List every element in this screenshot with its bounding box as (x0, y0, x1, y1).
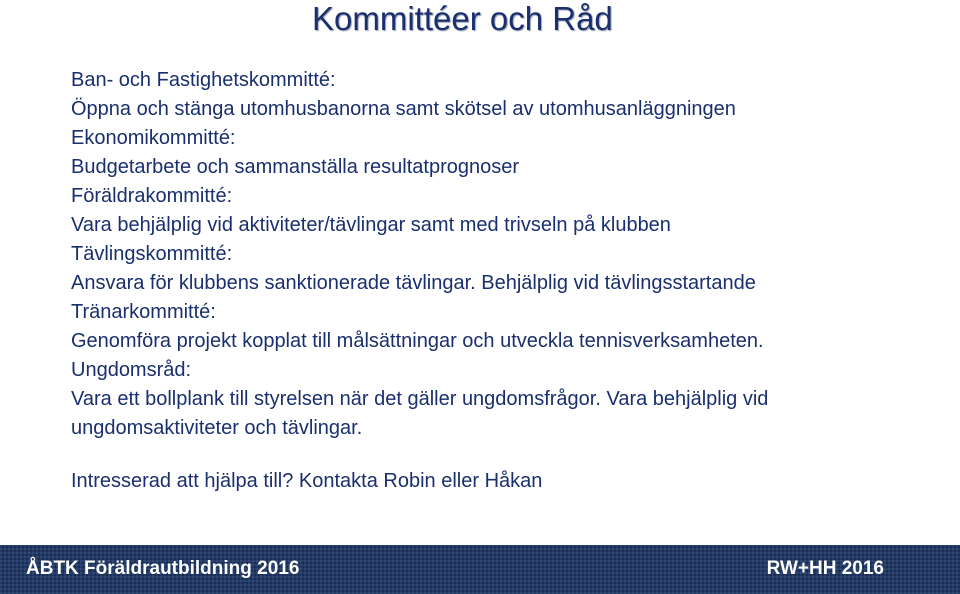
footer-author-label: RW+HH 2016 (766, 558, 884, 579)
committee-tavling (71, 240, 941, 298)
committee-description (71, 153, 941, 182)
committee-foraldra (71, 182, 941, 240)
committee-description (71, 211, 941, 240)
description-line: Ansvara för klubbens sanktionerade tävlingar. Behjälplig vid tävlingsstartande (71, 272, 756, 294)
committee-heading: Ungdomsråd: (71, 359, 192, 381)
committee-heading: Ekonomikommitté: (71, 127, 236, 149)
description-line: Öppna och stänga utomhusbanorna samt skötsel av utomhusanläggningen (71, 98, 736, 120)
committee-heading: Tränarkommitté: (71, 301, 216, 323)
committee-ungdomsrad (71, 356, 941, 443)
description-line: ungdomsaktiviteter och tävlingar. (71, 417, 363, 439)
committee-heading: Tävlingskommitté: (71, 243, 233, 265)
footer-bar (0, 545, 960, 594)
committee-tranar (71, 298, 941, 356)
committee-list (71, 66, 941, 443)
description-line: Genomföra projekt kopplat till målsättningar och utveckla tennisverksamheten. (71, 330, 764, 352)
committee-heading: Ban- och Fastighetskommitté: (71, 69, 336, 91)
slide-title: Kommittéer och Råd (312, 0, 613, 37)
committee-ban-fastighet (71, 66, 941, 124)
description-line: Budgetarbete och sammanställa resultatprognoser (71, 156, 520, 178)
committee-description (71, 95, 941, 124)
committee-description (71, 327, 941, 356)
description-line: Vara ett bollplank till styrelsen när det gäller ungdomsfrågor. Vara behjälplig vid (71, 388, 769, 410)
committee-description (71, 385, 941, 443)
committee-ekonomi (71, 124, 941, 182)
contact-callout: Intresserad att hjälpa till? Kontakta Robin eller Håkan (71, 470, 543, 492)
footer-event-label: ÅBTK Föräldrautbildning 2016 (26, 558, 300, 579)
committee-description (71, 269, 941, 298)
description-line: Vara behjälplig vid aktiviteter/tävlingar samt med trivseln på klubben (71, 214, 671, 236)
committee-heading: Föräldrakommitté: (71, 185, 233, 207)
